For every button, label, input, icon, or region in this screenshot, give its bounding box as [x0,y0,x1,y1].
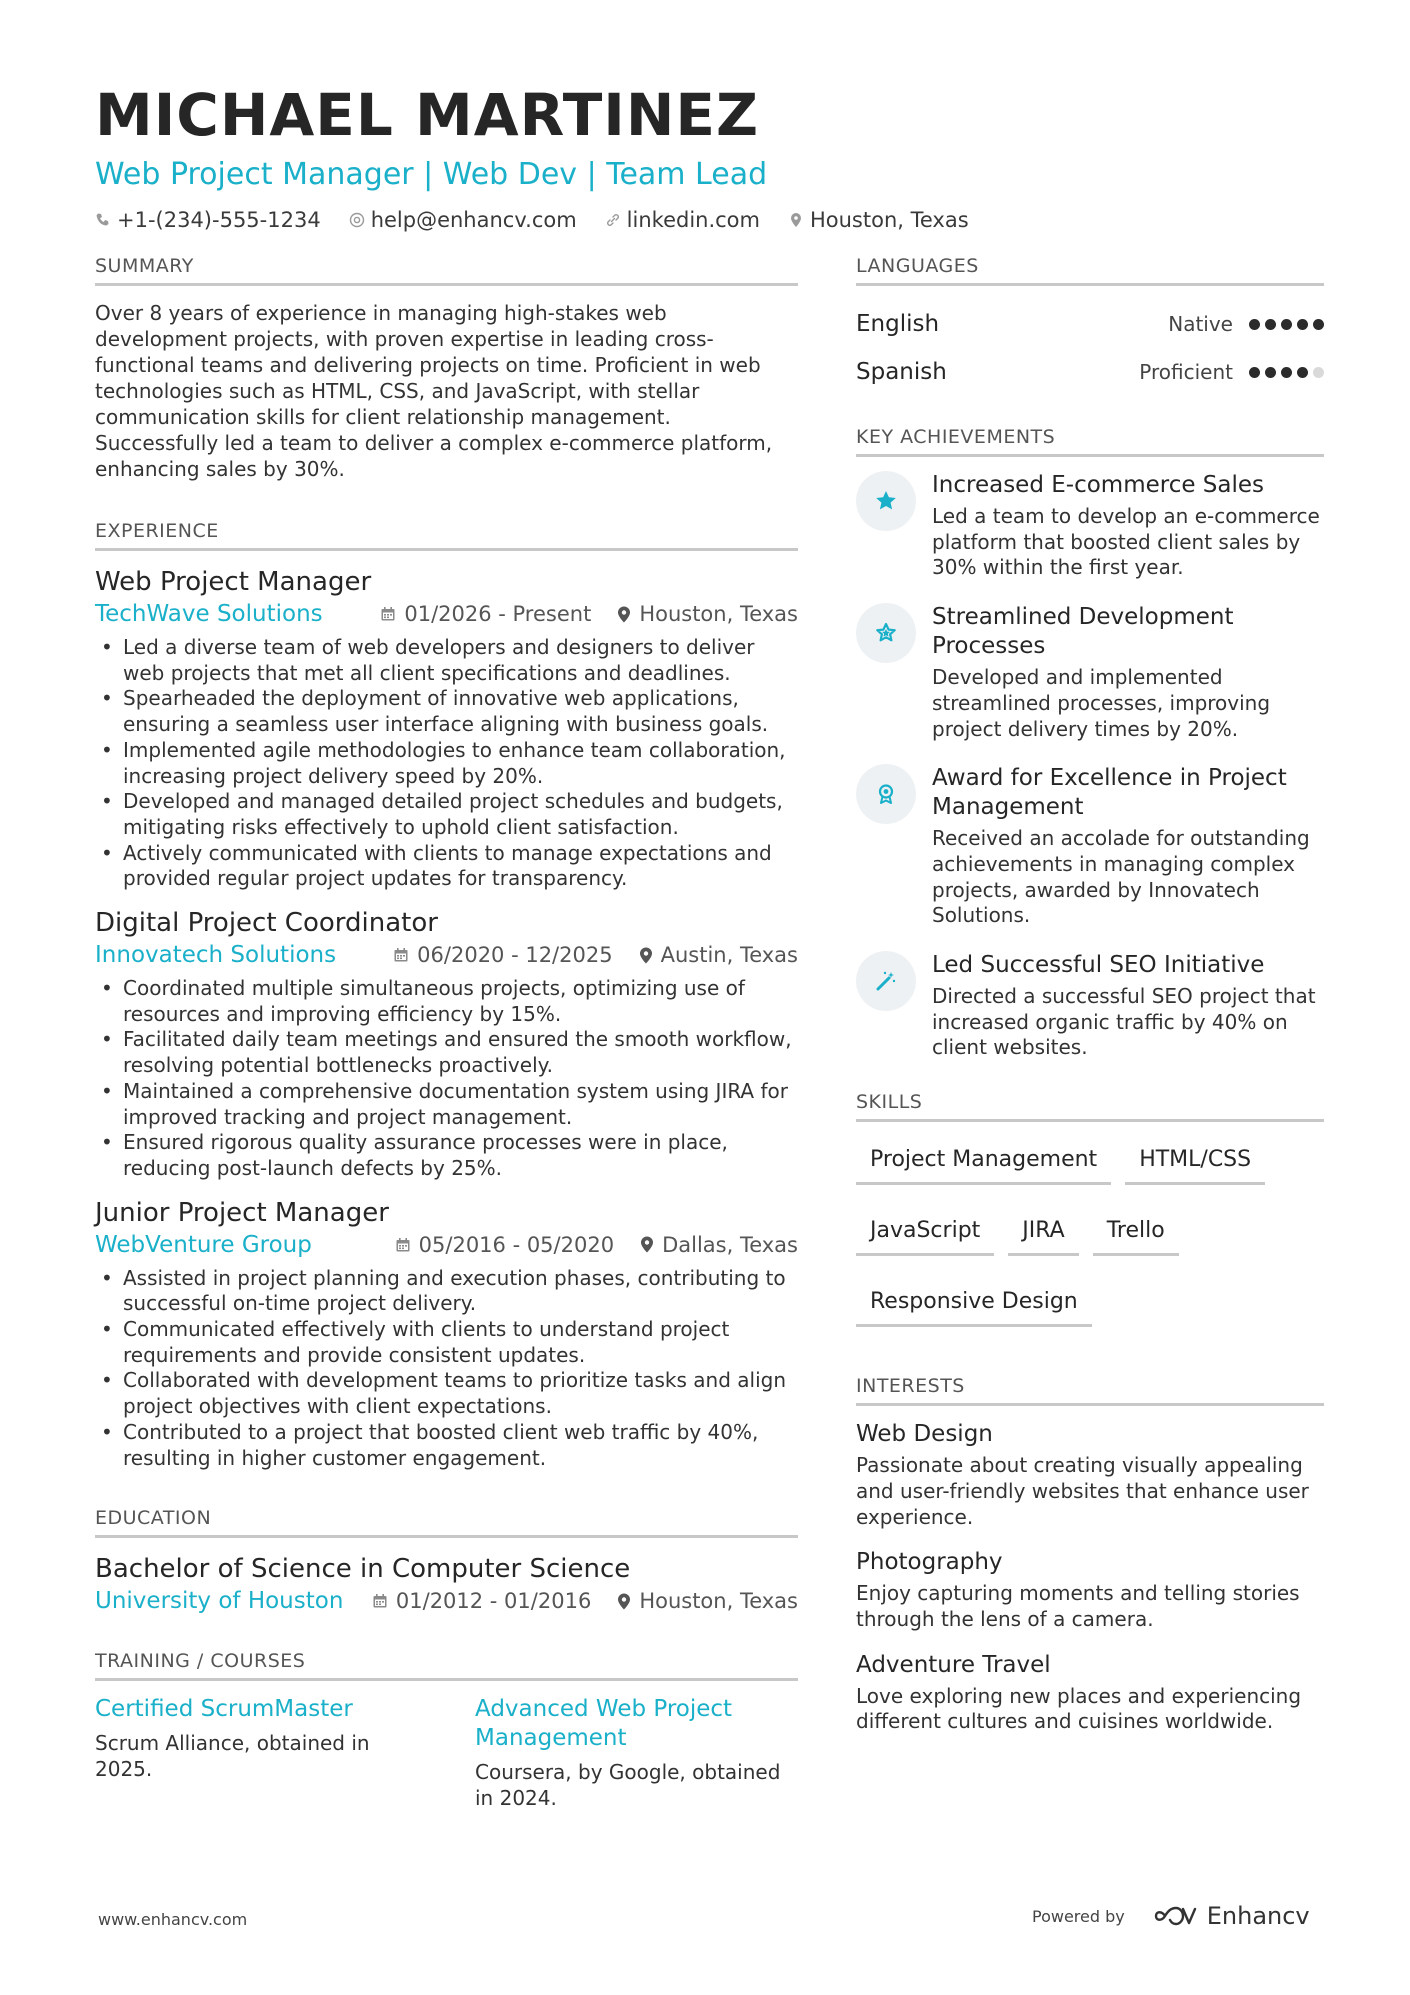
location-pin-icon [617,1593,631,1610]
course-title: Advanced Web Project Management [475,1696,733,1752]
footer-website[interactable]: www.enhancv.com [98,1910,248,1929]
contact-email[interactable] [349,208,577,232]
rating-dot-filled [1249,319,1260,330]
job-location [639,943,798,967]
enhancv-logo[interactable] [1153,1902,1310,1930]
achievement-item [856,471,1324,581]
education-heading: EDUCATION [95,1507,798,1538]
job-location [617,602,798,626]
achievement-body [932,471,1324,581]
company-name: Innovatech Solutions [95,942,337,969]
course-title: Certified ScrumMaster [95,1696,353,1723]
bullet-item: • Implemented agile methodologies to enhance team collaboration, increasing project delivery speed by 20%. [95,738,798,789]
interest-title: Photography [856,1549,1003,1576]
rating-dot-filled [1281,367,1292,378]
brand-name: Enhancv [1206,1902,1310,1930]
at-icon [349,212,365,228]
location-text: Houston, Texas [809,208,969,232]
rating-dot-filled [1249,367,1260,378]
right-column [856,255,1324,1753]
bullet-item: • Assisted in project planning and execution phases, contributing to successful on-time project delivery. [95,1266,798,1317]
interest-title: Web Design [856,1421,993,1448]
course-item [475,1695,795,1811]
job-location-text: Austin, Texas [660,943,798,968]
achievement-item [856,951,1324,1061]
rating-dot-filled [1281,319,1292,330]
link-icon [605,212,621,228]
interests-heading: INTERESTS [856,1375,1324,1406]
interest-item [856,1548,1324,1632]
bullet-item: • Coordinated multiple simultaneous projects, optimizing use of resources and improving efficiency by 15%. [95,976,798,1027]
bullet-item: • Contributed to a project that boosted client web traffic by 40%, resulting in higher customer engagement. [95,1420,798,1471]
calendar-icon [380,606,396,622]
skill-list [856,1136,1324,1349]
job-location-text: Houston, Texas [639,602,798,626]
contact-location [788,208,969,232]
achievement-title: Streamlined Development Processes [932,604,1234,660]
job-meta-right [393,943,798,967]
language-rating [1249,367,1324,378]
job-dates-text: 06/2020 - 12/2025 [417,943,613,968]
bullet-item: • Led a diverse team of web developers and designers to deliver web projects that met all client specifications and deadlines. [95,635,798,686]
achievement-desc: Directed a successful SEO project that increased organic traffic by 40% on client websites. [932,984,1316,1060]
degree-title: Bachelor of Science in Computer Science [95,1554,631,1585]
course-desc: Coursera, by Google, obtained in 2024. [475,1760,781,1811]
interest-item [856,1420,1324,1530]
company-name: TechWave Solutions [95,601,323,627]
job-meta [95,942,798,968]
candidate-name: MICHAEL MARTINEZ [95,81,760,149]
interest-list [856,1420,1324,1735]
rating-dot-filled [1313,319,1324,330]
job-dates [380,602,591,626]
email-text: help@enhancv.com [370,208,577,232]
experience-heading: EXPERIENCE [95,520,798,551]
job-entry [95,1196,798,1472]
interest-title: Adventure Travel [856,1651,1051,1678]
job-dates-text: 05/2016 - 05/2020 [418,1232,615,1257]
rating-dot-filled [1265,367,1276,378]
skills-heading: SKILLS [856,1091,1324,1122]
footer-branding [1032,1902,1310,1930]
location-pin-icon [639,947,653,964]
bullet-item: • Actively communicated with clients to manage expectations and provided regular project updates for transparency. [95,841,798,892]
achievement-desc: Led a team to develop an e-commerce platform that boosted client sales by 30% within the first year. [932,504,1320,580]
location-pin-icon [640,1236,654,1253]
powered-by-label: Powered by [1032,1906,1125,1926]
job-bullets [95,635,798,892]
contact-row [95,208,1325,232]
star-outline-icon [856,603,916,663]
rating-dot-empty [1313,367,1324,378]
achievements-heading: KEY ACHIEVEMENTS [856,426,1324,457]
achievement-body [932,764,1324,929]
education-meta [95,1588,798,1614]
summary-text: Over 8 years of experience in managing high-stakes web development projects, with proven expertise in leading cross-functional teams and delivering projects on time. Proficient in web technologies such as HTML, CSS, and JavaScript, with stellar communication skills for client relationship management. Successfully led a team to deliver a complex e-commerce platform, enhancing sales by 30%. [95,301,773,481]
achievement-title: Increased E-commerce Sales [932,472,1265,498]
bullet-item: • Developed and managed detailed project schedules and budgets, mitigating risks effectively to uphold client satisfaction. [95,789,798,840]
language-level: Native [1168,312,1233,336]
summary-heading: SUMMARY [95,255,798,286]
calendar-icon [395,1237,411,1253]
achievement-body [932,951,1324,1061]
job-meta [95,1232,798,1258]
education-location [617,1589,798,1613]
skill-tag: HTML/CSS [1125,1136,1265,1185]
education-dates-text: 01/2012 - 01/2016 [395,1589,592,1614]
job-title: Junior Project Manager [95,1197,389,1228]
skill-tag: JavaScript [856,1207,994,1256]
calendar-icon [372,1593,388,1609]
job-meta [95,601,798,627]
bullet-item: • Maintained a comprehensive documentation system using JIRA for improved tracking and project management. [95,1079,798,1130]
magic-wand-icon [856,951,916,1011]
job-title: Web Project Manager [95,567,372,597]
skill-tag: Responsive Design [856,1278,1092,1327]
course-list [95,1695,798,1811]
skill-tag: Project Management [856,1136,1111,1185]
phone-icon [95,212,111,228]
education-entry [95,1552,798,1614]
language-rating [1249,319,1324,330]
calendar-icon [393,947,409,963]
language-proficiency [1168,312,1324,336]
interest-desc: Passionate about creating visually appealing and user-friendly websites that enhance user experience. [856,1453,1309,1529]
bullet-item: • Collaborated with development teams to prioritize tasks and align project objectives with client expectations. [95,1368,798,1419]
job-meta-right [395,1233,798,1257]
rating-dot-filled [1265,319,1276,330]
language-item [856,348,1324,396]
company-name: WebVenture Group [95,1231,312,1258]
job-bullets [95,976,798,1182]
rating-dot-filled [1297,319,1308,330]
job-meta-right [380,602,798,626]
education-location-text: Houston, Texas [639,1589,798,1614]
job-location-text: Dallas, Texas [662,1232,798,1257]
achievement-desc: Received an accolade for outstanding achievements in managing complex projects, awarded by Innovatech Solutions. [932,826,1310,928]
training-heading: TRAINING / COURSES [95,1650,798,1681]
job-dates [395,1233,614,1257]
left-column [95,255,798,1811]
language-item [856,300,1324,348]
language-proficiency [1139,360,1324,384]
achievement-body [932,603,1324,742]
linkedin-text: linkedin.com [626,208,760,232]
school-name: University of Houston [95,1588,344,1615]
education-meta-right [372,1589,798,1613]
education-dates [372,1589,591,1613]
candidate-title: Web Project Manager | Web Dev | Team Lead [95,157,768,192]
course-item [95,1695,415,1811]
interest-item [856,1651,1324,1735]
job-entry [95,906,798,1182]
skill-tag: JIRA [1008,1207,1078,1256]
bullet-item: • Facilitated daily team meetings and ensured the smooth workflow, resolving potential bottlenecks proactively. [95,1027,798,1078]
job-dates-text: 01/2026 - Present [404,602,592,626]
language-level: Proficient [1139,360,1233,384]
language-name: English [856,311,940,337]
course-desc: Scrum Alliance, obtained in 2025. [95,1731,370,1782]
rating-dot-filled [1297,367,1308,378]
job-title: Digital Project Coordinator [95,908,438,939]
job-dates [393,943,612,967]
skill-tag: Trello [1093,1207,1179,1256]
achievement-item [856,603,1324,742]
location-pin-icon [617,606,631,623]
job-location [640,1233,798,1257]
bullet-item: • Spearheaded the deployment of innovative web applications, ensuring a seamless user interface aligning with business goals. [95,686,798,737]
achievement-title: Led Successful SEO Initiative [932,952,1265,979]
star-icon [856,471,916,531]
achievement-item [856,764,1324,929]
achievement-list [856,471,1324,1061]
language-name: Spanish [856,359,947,385]
bullet-item: • Ensured rigorous quality assurance processes were in place, reducing post-launch defects by 25%. [95,1130,798,1181]
achievement-title: Award for Excellence in Project Management [932,765,1287,821]
job-bullets [95,1266,798,1472]
phone-text: +1-(234)-555-1234 [117,208,321,232]
achievement-desc: Developed and implemented streamlined processes, improving project delivery times by 20%. [932,665,1271,741]
enhancv-logo-icon [1153,1905,1199,1927]
interest-desc: Enjoy capturing moments and telling stories through the lens of a camera. [856,1581,1300,1631]
language-list [856,300,1324,396]
resume-header [95,80,1325,232]
contact-linkedin[interactable] [605,208,760,232]
job-entry [95,565,798,892]
location-pin-icon [788,212,804,228]
contact-phone[interactable] [95,208,321,232]
languages-heading: LANGUAGES [856,255,1324,286]
interest-desc: Love exploring new places and experiencing different cultures and cuisines worldwide. [856,1683,1302,1734]
bullet-item: • Communicated effectively with clients to understand project requirements and provide consistent updates. [95,1317,798,1368]
award-icon [856,764,916,824]
